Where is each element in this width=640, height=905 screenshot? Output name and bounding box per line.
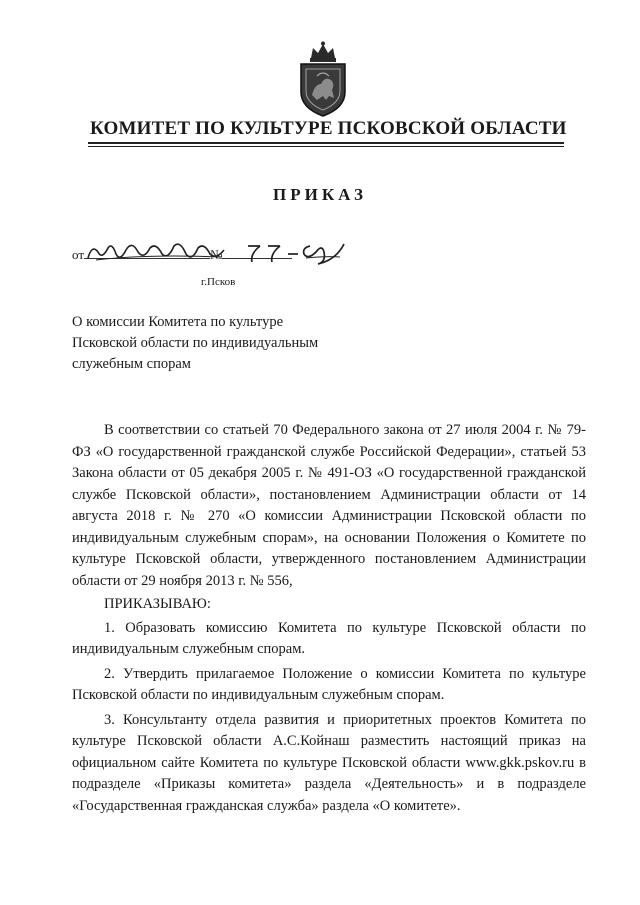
document-type: ПРИКАЗ — [273, 185, 367, 204]
order-item: 3. Консультанту отдела развития и приоритетных проектов Комитета по культуре Псковской области А.С.Койнаш разместить настоящий приказ на официальном сайте Комитета по культуре Псковской области www.gkk.pskov.ru в подразделе «Приказы комитета» раздела «Деятельность» и в подразделе «Государственная гражданская служба» раздела «О комитете». — [72, 711, 586, 814]
subject-line: О комиссии Комитета по культуре — [72, 314, 284, 330]
number-label: № — [210, 247, 223, 262]
handwritten-number-signature — [240, 240, 350, 266]
header-rule-thin — [88, 146, 564, 147]
handwritten-date-signature — [86, 240, 226, 264]
coat-of-arms-icon — [295, 40, 351, 118]
document-subject — [72, 312, 372, 375]
city: г.Псков — [201, 276, 236, 288]
subject-line: служебным спорам — [72, 356, 191, 372]
date-label: от — [72, 247, 85, 262]
preamble-paragraph: В соответствии со статьей 70 Федерального закона от 27 июля 2004 г. № 79-ФЗ «О государственной гражданской службе Российской Федерации», статьей 53 Закона области от 05 декабря 2005 г. № 491-ОЗ «О государственной гражданской службе Псковской области», постановлением Администрации области от 14 августа 2018 г. № 270 «О комиссии Администрации Псковской области по индивидуальным служебным спорам», на основании Положения о Комитете по культуре Псковской области, утвержденного постановлением Администрации области от 29 ноября 2013 г. № 556, — [72, 422, 586, 589]
header-rule — [88, 142, 564, 144]
order-word: ПРИКАЗЫВАЮ: — [104, 596, 211, 612]
document-body — [72, 420, 586, 820]
organization-name: КОМИТЕТ ПО КУЛЬТУРЕ ПСКОВСКОЙ ОБЛАСТИ — [90, 118, 567, 139]
order-item: 1. Образовать комиссию Комитета по культуре Псковской области по индивидуальным служебным спорам. — [72, 619, 586, 657]
subject-line: Псковской области по индивидуальным — [72, 335, 319, 351]
order-item: 2. Утвердить прилагаемое Положение о комиссии Комитета по культуре Псковской области по индивидуальным служебным спорам. — [72, 665, 586, 703]
